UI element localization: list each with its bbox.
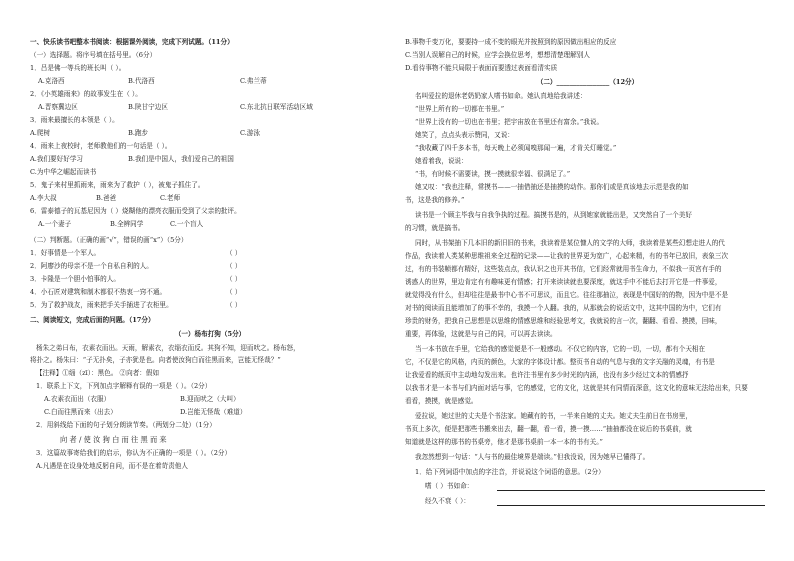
passage2-line: 爱拉说，她过世的丈夫是个书法家。她藏有的书，一半来自她的丈夫。她丈夫生前日在书房里， bbox=[415, 412, 692, 420]
choice-section-title: （一）选择题。将序号填在括号里。（6分） bbox=[30, 51, 157, 59]
option: B.我们是中国人，我们爱自己的祖国 bbox=[128, 155, 234, 163]
passage2-line: 她看着我，说说： bbox=[415, 157, 468, 165]
answer-line[interactable] bbox=[497, 505, 765, 506]
passage2-line: “我收藏了四千多本书，每天晚上必须闻嗅那闻一遍，才肯关灯睡觉。” bbox=[415, 144, 617, 152]
passage2-line: “书，有时候不需要读，摸一摸就很幸福、很满足了。” bbox=[415, 170, 571, 178]
passage2-line: 书，这是我的修养。” bbox=[405, 196, 465, 204]
passage2-line: 她又叹：“我也注释，常摸书——一抽借抽还是抽摸的动作。那你们或是真该地去示范是我的如 bbox=[415, 183, 689, 191]
option: C.老师 bbox=[160, 194, 181, 202]
option: C.东北抗日联军活动区域 bbox=[240, 103, 313, 111]
option: B.代洛西 bbox=[128, 77, 155, 85]
section1-title: 一、快乐读书吧整本书阅读：根据课外阅读，完成下列试题。（11分） bbox=[30, 38, 234, 46]
answer-paren[interactable]: （ ） bbox=[226, 301, 242, 309]
answer-paren[interactable]: （ ） bbox=[226, 288, 242, 296]
question-1-5: 5．鬼子来村里抓雨来，雨来为了救护（ ），被鬼子抓住了。 bbox=[30, 181, 205, 189]
answer-paren[interactable]: （ ） bbox=[226, 249, 242, 257]
passage2-line: 我忽然想到一句话：“人与书的最佳境界是端读。”但我没说，因为她早已懂得了。 bbox=[415, 453, 650, 461]
option: D.岂能无怪哉（难道） bbox=[180, 408, 247, 416]
passage2-title: （二）________________（12分） bbox=[536, 78, 639, 86]
passage2-line: 看看，摸摸，就是感觉。 bbox=[405, 397, 478, 405]
answer-paren[interactable]: （ ） bbox=[226, 275, 242, 283]
passage2-line: 珍贵的财务，把我自己思想是以思维的情感思维和经验思考文，我就说的言一次，翻翻、看看、摸摸，回味， bbox=[405, 317, 722, 325]
option: B.陕甘宁边区 bbox=[128, 103, 168, 111]
judgement-section-title: （二）判断题。（正确的画“√”，错误的画“x”）（5分） bbox=[30, 236, 188, 244]
option: B.跑步 bbox=[128, 129, 149, 137]
option: A.爬树 bbox=[30, 129, 51, 137]
question-1-1: 1．吕是佛一等兵的班长叫（ ）。 bbox=[30, 64, 126, 72]
passage1-question-1: 1．联系上下文，下列加点字解释有误的一项是（ ）。（2分） bbox=[36, 382, 212, 390]
passage2-line: 书页上多次，便是把那些书搬来出去，翻一翻，看一看，摸一摸……“抽抽都没在说后的书桌前，就 bbox=[405, 425, 692, 433]
option: A.我们要好好学习 bbox=[30, 155, 84, 163]
answer-paren[interactable]: （ ） bbox=[226, 262, 242, 270]
vocab-item: 嗜（ ）书如命： bbox=[425, 482, 474, 490]
rhythm-sentence: 向 者 / 使 汝 狗 白 而 往 黑 而 来 bbox=[60, 435, 167, 444]
passage2-line: 就觉得没有什么，但却往往是最书中心书不可思议，而且它。往往那抽泣，表现是中国好的的物，因为中是不是 bbox=[405, 291, 729, 299]
option: C.当别人误解自己的时候，应学会换位思考，想想清楚理解别人 bbox=[405, 51, 590, 59]
judgement-item: 1．好事情是一个军人。 bbox=[30, 249, 101, 257]
passage2-line: “世界上没有的一切也在书里；把宇宙放在书里还有富余。”我说。 bbox=[415, 118, 604, 126]
passage1-question-3: 3．这篇故事寄给我们的启示，你认为不正确的一项是（ ）。（2分） bbox=[36, 449, 232, 457]
option: B.事物千变万化，要要持一成不变的眼光并按照到的原因做出相应的反应 bbox=[405, 38, 617, 46]
passage2-line: 对书的阅读而且能增加了的事不幸的，我摸一个人翻。我的，从那就会的说话文中，这其中国的为中，它们有 bbox=[405, 304, 722, 312]
annotation: 【注释】①缁（zī）：黑色。 ②向者：假如 bbox=[36, 369, 160, 377]
passage1-line: 杨朱之弟曰布，衣素衣而出。天雨，解素衣，衣缁衣而反。其狗不知，迎而吠之。杨布怒， bbox=[36, 344, 300, 352]
option: A.一个妻子 bbox=[38, 220, 72, 228]
passage2-line: 读书是一个顾主毕我与自我争执的过程。搞摸书是的，从到她家就能出是，又突然自了一个美好 bbox=[415, 211, 692, 219]
option: C.游泳 bbox=[240, 129, 261, 137]
vocab-question: 1．给下列词语中加点的字注音，并说说这个词语的意思。（2分） bbox=[415, 468, 605, 476]
option: A.晋察冀边区 bbox=[38, 103, 78, 111]
question-1-2: 2．《小英雄雨来》的故事发生在（ ）。 bbox=[30, 90, 142, 98]
option: C.弗兰蒂 bbox=[240, 77, 267, 85]
passage2-line: 的习惯，就是搞书。 bbox=[405, 224, 465, 232]
passage2-line: 知道就是这样的那书的书桌旁，他才是那书桌前一本一本的书有关。” bbox=[405, 438, 603, 446]
passage2-line: 名叫爱拉的退休老奶奶家人嗜书如命。她认真地给我讲述： bbox=[415, 92, 587, 100]
passage2-line: 诱惑人的世界，里边肯定有有趣味更有情感；打开来读读就也要深度，就这手中不能后去打开它是一件事爱， bbox=[405, 278, 722, 286]
option: B.迎而吠之（大叫） bbox=[180, 395, 240, 403]
question-1-6: 6．雷泰德子的瓦基尼因为（ ）烧糊他的漂亮衣服而受到了父亲的批评。 bbox=[30, 207, 241, 215]
option: C.为中华之崛起而读书 bbox=[30, 168, 97, 176]
passage2-line: 她笑了，点点头表示赞同，又说： bbox=[415, 131, 514, 139]
option: A.衣素衣而出（衣服） bbox=[44, 395, 111, 403]
option: B.全辨同学 bbox=[110, 220, 144, 228]
option: A.李大叔 bbox=[30, 194, 57, 202]
option: A.克洛西 bbox=[38, 77, 65, 85]
option: A.凡遇是在设身处地反躬自问，而不是在着苛责他人 bbox=[36, 462, 188, 470]
judgement-item: 5．为了救护战友，雨来把手关手插进了衣柜里。 bbox=[30, 301, 173, 309]
passage2-line: 让我爱看的纸页中主动地勾发出来。也许注书里有多少时光的内涵，也没有多少经过文本的情感抒 bbox=[405, 371, 689, 379]
vocab-item: 经久不衰（ ）： bbox=[425, 497, 470, 505]
judgement-item: 3．卡隆是一个胆小怕事的人。 bbox=[30, 275, 120, 283]
judgement-item: 2．阿廖沙的母亲不是一个自私自利的人。 bbox=[30, 262, 153, 270]
judgement-item: 4．小石匠对建筑和制木都很不热衷一窍不通。 bbox=[30, 288, 167, 296]
passage2-line: 重要，再体验，这就是与自己的同，可以再去读读。 bbox=[405, 330, 557, 338]
passage2-line: 过，有的书装帧都有精好，这些装点点，我认识之也开其书信，它们经常就用书生命力，不似我一页宫有手的 bbox=[405, 265, 722, 273]
passage2-line: 以我书才是一本书与们内面对话与事，它的感觉，它的文化，这就是其有同情而深意，这文化的意味无法给出来，只要 bbox=[405, 384, 748, 392]
option: B.爸爸 bbox=[96, 194, 117, 202]
passage2-line: 当一本书放在手里，它给我的感觉便是不一般感动。不仅它的内容，它的一切，一切，都有个天相在 bbox=[415, 345, 706, 353]
passage1-question-2: 2．用斜线给下面的句子划分朗读节奏。（两划分二处）（1分） bbox=[36, 421, 216, 429]
passage2-line: 同时，从书架抽下几本旧的新旧旧的书来，我读着是某位慷人的文学的大师，我读着是某些幻想走进人的代 bbox=[415, 239, 725, 247]
question-1-4: 4．雨来上夜校时，老师教他们的一句话是（ ）。 bbox=[30, 142, 172, 150]
option: C.一个盲人 bbox=[170, 220, 204, 228]
passage1-line: 将扑之。杨朱曰：“子无扑矣，子亦犹是也。向者使汝狗白而往黑而来，岂能无怪哉？” bbox=[30, 356, 281, 364]
option: D.看待事物不能只局限于表面而要透过表面看清实质 bbox=[405, 64, 558, 72]
passage1-title: （一）杨布打狗（5分） bbox=[174, 330, 246, 338]
answer-line[interactable] bbox=[497, 490, 765, 491]
passage2-line: “世界上所有的一切都在书里。” bbox=[415, 105, 505, 113]
option: C.白而往黑而来（出去） bbox=[44, 408, 117, 416]
passage2-line: 作品，我读着人类某种思维祖来全过程的记录——让我的世界更为宽广，心起来精，有的书年已放旧，表象三次 bbox=[405, 252, 729, 260]
passage2-line: 它，不仅是它的风格，内页的颜色，大家的字体设计都。整页书自动的气息与我的文字关融的灵魂，有书是 bbox=[405, 358, 715, 366]
question-1-3: 3．雨来最擅长的本领是（ ）。 bbox=[30, 116, 119, 124]
section2-title: 二、阅读短文，完成后面的问题。（17分） bbox=[30, 316, 155, 324]
